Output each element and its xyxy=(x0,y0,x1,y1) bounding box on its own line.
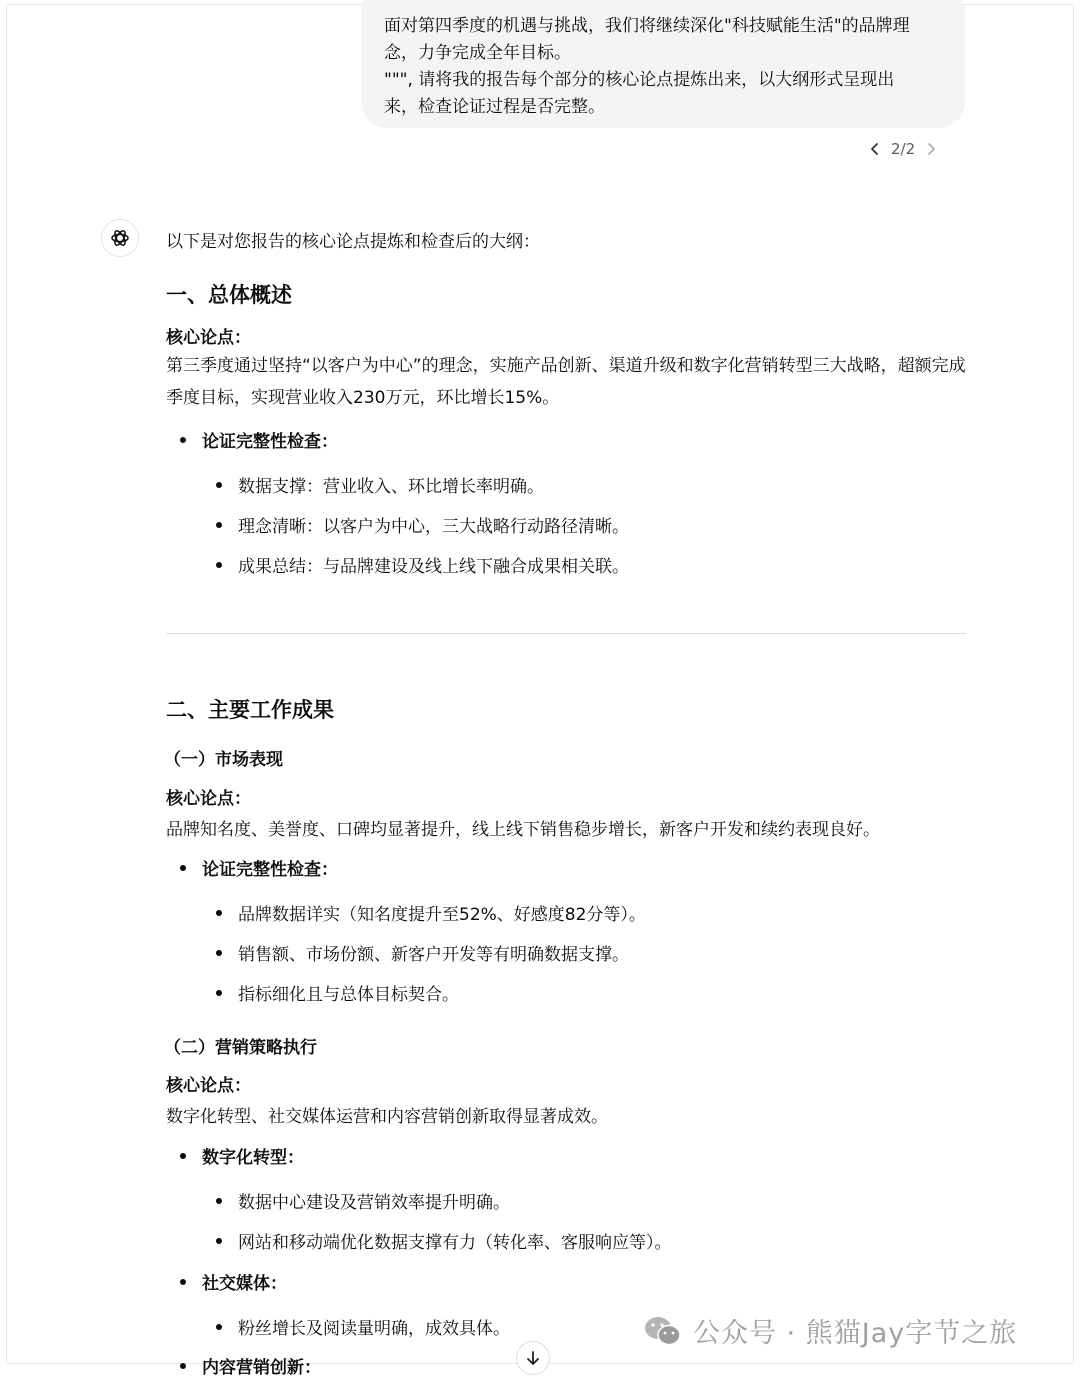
list-item: 销售额、市场份额、新客户开发等有明确数据支撑。 xyxy=(238,940,629,965)
assistant-avatar xyxy=(101,219,139,257)
openai-logo-icon xyxy=(108,226,132,250)
core-point-label: 核心论点： xyxy=(166,789,251,809)
user-message-line: 面对第四季度的机遇与挑战，我们将继续深化"科技赋能生活"的品牌理 xyxy=(384,16,910,36)
response-counter: 2/2 xyxy=(891,140,916,158)
bullet-label: 数字化转型： xyxy=(202,1143,304,1168)
list-item: 成果总结：与品牌建设及线上线下融合成果相关联。 xyxy=(238,552,629,577)
chevron-left-icon xyxy=(869,142,881,156)
user-message-line: 念，力争完成全年目标。 xyxy=(384,43,571,63)
section-heading: 一、总体概述 xyxy=(166,283,292,307)
user-message-line: 来，检查论证过程是否完整。 xyxy=(384,97,605,117)
response-pager xyxy=(863,137,943,161)
subsection-title: （二）营销策略执行 xyxy=(164,1038,317,1058)
check-label: 论证完整性检查： xyxy=(202,427,338,452)
core-point-label: 核心论点： xyxy=(166,1076,251,1096)
core-point-label: 核心论点： xyxy=(166,328,251,348)
core-point-text: 品牌知名度、美誉度、口碑均显著提升，线上线下销售稳步增长，新客户开发和续约表现良好。 xyxy=(166,820,880,840)
list-item: 网站和移动端优化数据支撑有力（转化率、客服响应等）。 xyxy=(238,1228,672,1253)
list-item: 指标细化且与总体目标契合。 xyxy=(238,980,459,1005)
chat-frame xyxy=(6,4,1074,1378)
list-item: 理念清晰：以客户为中心，三大战略行动路径清晰。 xyxy=(238,512,629,537)
core-point-text: 第三季度通过坚持“以客户为中心”的理念，实施产品创新、渠道升级和数字化营销转型三大战略，超额完成季度目标，实现营业收入230万元，环比增长15%。 xyxy=(166,356,966,408)
subsection-title: （一）市场表现 xyxy=(164,750,283,770)
check-label: 论证完整性检查： xyxy=(202,855,338,880)
chevron-right-icon xyxy=(925,142,937,156)
bullet-label: 内容营销创新： xyxy=(202,1353,321,1378)
next-response-button[interactable] xyxy=(919,137,943,161)
core-point-text: 数字化转型、社交媒体运营和内容营销创新取得显著成效。 xyxy=(166,1107,608,1127)
previous-response-button[interactable] xyxy=(863,137,887,161)
wechat-icon xyxy=(643,1314,683,1348)
arrow-down-icon xyxy=(525,1350,541,1366)
bullet-label: 社交媒体： xyxy=(202,1269,287,1294)
user-message-bubble xyxy=(361,0,965,128)
user-message-line: """, 请将我的报告每个部分的核心论点提炼出来，以大纲形式呈现出 xyxy=(384,70,895,90)
section-divider xyxy=(166,633,966,634)
section-heading: 二、主要工作成果 xyxy=(166,698,334,722)
response-intro: 以下是对您报告的核心论点提炼和检查后的大纲： xyxy=(166,232,540,252)
watermark-text: 公众号 · 熊猫Jay字节之旅 xyxy=(693,1318,1018,1349)
watermark xyxy=(643,1311,1017,1350)
list-item: 品牌数据详实（知名度提升至52%、好感度82分等）。 xyxy=(238,900,646,925)
list-item: 粉丝增长及阅读量明确，成效具体。 xyxy=(238,1314,510,1339)
list-item: 数据中心建设及营销效率提升明确。 xyxy=(238,1188,510,1213)
scroll-to-bottom-button[interactable] xyxy=(516,1341,550,1375)
list-item: 数据支撑：营业收入、环比增长率明确。 xyxy=(238,472,544,497)
